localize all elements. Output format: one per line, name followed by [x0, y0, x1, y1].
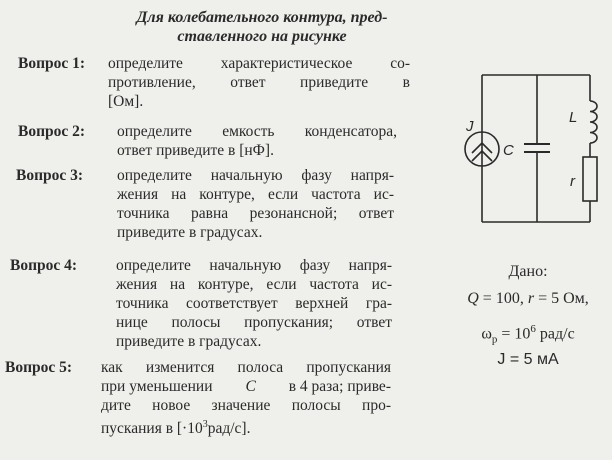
- question-2-label: Вопрос 2:: [18, 123, 86, 140]
- given-j-value: = 5 мА: [505, 351, 559, 368]
- capacitor-symbol: [524, 144, 550, 152]
- given-q-value: = 100,: [478, 290, 528, 307]
- resistor-symbol: [583, 157, 597, 201]
- current-source-symbol: [465, 132, 499, 166]
- given-omega-eq: = 10: [497, 325, 531, 343]
- question-1-label: Вопрос 1:: [18, 55, 86, 72]
- question-5-line-3: дите новое значение полосы про-: [101, 397, 391, 414]
- title-line-2: ставленного на рисунке: [177, 28, 347, 45]
- question-3-label: Вопрос 3:: [16, 167, 84, 184]
- question-4-line-1: определите начальную фазу напря-: [116, 257, 392, 274]
- question-4-line-5: приведите в градусах.: [116, 333, 262, 350]
- question-5-line-2b: в 4 раза; приве-: [288, 378, 391, 395]
- label-j: J: [466, 118, 474, 135]
- given-omega-unit: рад/с: [535, 325, 575, 343]
- question-3-line-2: жения на контуре, если частота ис-: [117, 186, 394, 203]
- question-1-line-2: противление, ответ приведите в: [108, 74, 410, 91]
- question-2-line-1: определите емкость конденсатора,: [117, 123, 397, 140]
- inductor-symbol: [590, 101, 597, 143]
- question-5-line-2a: при уменьшении: [101, 378, 213, 395]
- question-5-var-c: C: [245, 378, 256, 395]
- label-r: r: [570, 173, 575, 190]
- given-title: Дано:: [508, 263, 548, 280]
- question-2-line-2: ответ приведите в [нФ].: [117, 142, 274, 159]
- question-4-line-4: нице полосы пропускания; ответ: [116, 314, 392, 331]
- question-5-label: Вопрос 5:: [5, 359, 73, 376]
- label-c: C: [503, 142, 514, 159]
- given-omega-sub: р: [491, 333, 498, 346]
- question-4-line-2: жения на контуре, если частота ис-: [116, 276, 392, 293]
- question-3-line-4: приведите в градусах.: [117, 224, 263, 241]
- given-r-symbol: r: [527, 290, 535, 307]
- given-j-symbol: J: [497, 351, 506, 368]
- given-q-r: [448, 289, 608, 309]
- question-4-label: Вопрос 4:: [10, 257, 78, 274]
- title-line-1: Для колебательного контура, пред-: [136, 9, 388, 26]
- question-1-line-3: [Ом].: [108, 93, 144, 110]
- given-j: [448, 350, 608, 370]
- question-5-line-1: как изменится полоса пропускания: [101, 359, 391, 376]
- given-omega: [448, 319, 608, 350]
- question-5-line-4a: пускания в [·10: [101, 420, 203, 438]
- question-4-line-3: точника соответствует верхней гра-: [116, 295, 392, 312]
- label-l: L: [569, 109, 578, 126]
- question-1-line-1: определите характеристическое со-: [108, 55, 410, 72]
- given-omega-symbol: ω: [481, 325, 492, 343]
- given-omega-exp: 6: [530, 323, 536, 335]
- question-3-line-1: определите начальную фазу напря-: [117, 167, 394, 184]
- given-q-symbol: Q: [467, 290, 479, 307]
- question-5-line-4b: рад/с].: [207, 420, 251, 438]
- given-r-value: = 5 Ом,: [534, 290, 589, 307]
- question-3-line-3: точника равна резонансной; ответ: [117, 205, 394, 222]
- question-5-exp: 3: [202, 419, 208, 430]
